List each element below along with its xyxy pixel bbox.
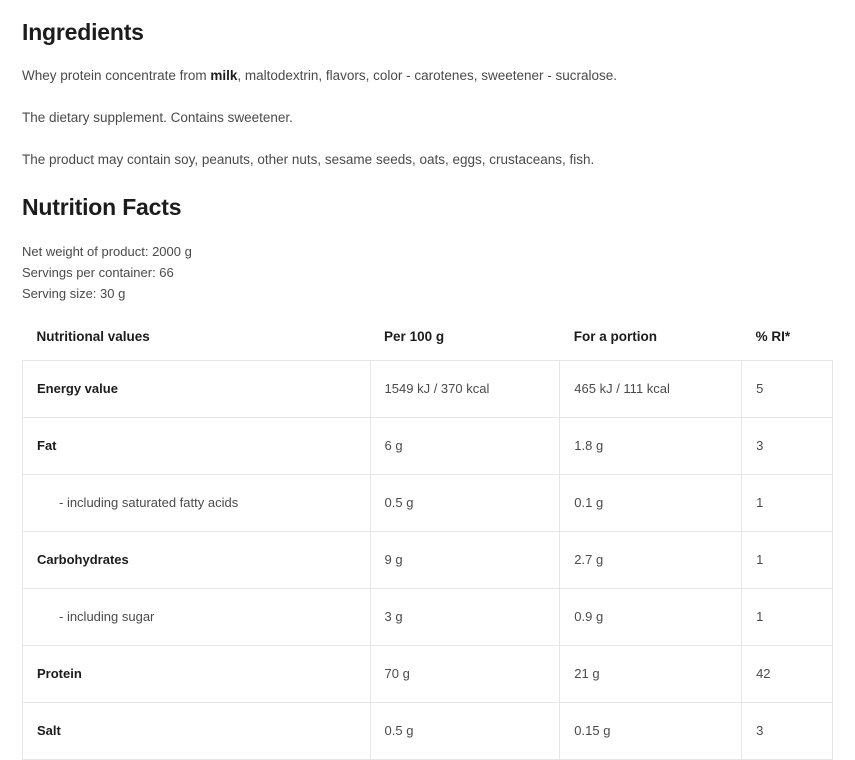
ingredients-text-before: Whey protein concentrate from bbox=[22, 67, 211, 83]
row-ri: 3 bbox=[742, 417, 833, 474]
row-ri: 3 bbox=[742, 702, 833, 759]
supplement-note-paragraph: The dietary supplement. Contains sweetener. bbox=[22, 110, 293, 126]
row-label: - including saturated fatty acids bbox=[23, 474, 371, 531]
row-per-portion: 1.8 g bbox=[560, 417, 742, 474]
row-per-portion: 21 g bbox=[560, 645, 742, 702]
row-per-portion: 465 kJ / 111 kcal bbox=[560, 360, 742, 417]
column-header-per-100g: Per 100 g bbox=[370, 321, 560, 361]
row-label: Carbohydrates bbox=[23, 531, 371, 588]
table-row bbox=[23, 645, 833, 702]
row-per-portion: 2.7 g bbox=[560, 531, 742, 588]
row-per-100g: 1549 kJ / 370 kcal bbox=[370, 360, 560, 417]
table-row bbox=[23, 474, 833, 531]
row-per-100g: 6 g bbox=[370, 417, 560, 474]
row-label: Salt bbox=[23, 702, 371, 759]
row-label: Protein bbox=[23, 645, 371, 702]
row-ri: 1 bbox=[742, 588, 833, 645]
row-per-100g: 0.5 g bbox=[370, 474, 560, 531]
row-ri: 5 bbox=[742, 360, 833, 417]
net-weight-line: Net weight of product: 2000 g bbox=[22, 243, 192, 259]
row-label: Energy value bbox=[23, 360, 371, 417]
row-ri: 1 bbox=[742, 474, 833, 531]
table-row bbox=[23, 417, 833, 474]
table-header-row bbox=[23, 321, 833, 361]
nutrition-table bbox=[22, 321, 833, 760]
row-label: - including sugar bbox=[23, 588, 371, 645]
row-per-100g: 3 g bbox=[370, 588, 560, 645]
nutrition-facts-heading: Nutrition Facts bbox=[22, 193, 182, 220]
may-contain-paragraph: The product may contain soy, peanuts, other nuts, sesame seeds, oats, eggs, crustaceans, fish. bbox=[22, 152, 595, 168]
column-header-per-portion: For a portion bbox=[560, 321, 742, 361]
ingredients-heading: Ingredients bbox=[22, 19, 144, 45]
row-per-portion: 0.1 g bbox=[560, 474, 742, 531]
table-row bbox=[23, 702, 833, 759]
serving-size-line: Serving size: 30 g bbox=[22, 286, 126, 302]
ingredients-text-after: , maltodextrin, flavors, color - carotenes, sweetener - sucralose. bbox=[237, 67, 618, 83]
row-ri: 1 bbox=[742, 531, 833, 588]
row-ri: 42 bbox=[742, 645, 833, 702]
row-per-portion: 0.9 g bbox=[560, 588, 742, 645]
table-row bbox=[23, 531, 833, 588]
row-label: Fat bbox=[23, 417, 371, 474]
table-row bbox=[23, 360, 833, 417]
table-row bbox=[23, 588, 833, 645]
row-per-100g: 9 g bbox=[370, 531, 560, 588]
servings-per-container-line: Servings per container: 66 bbox=[22, 264, 174, 280]
row-per-portion: 0.15 g bbox=[560, 702, 742, 759]
ingredients-allergen-milk: milk bbox=[210, 67, 238, 83]
column-header-ri: % RI* bbox=[742, 321, 833, 361]
row-per-100g: 0.5 g bbox=[370, 702, 560, 759]
row-per-100g: 70 g bbox=[370, 645, 560, 702]
ingredients-paragraph bbox=[22, 66, 833, 86]
column-header-values: Nutritional values bbox=[23, 321, 371, 361]
